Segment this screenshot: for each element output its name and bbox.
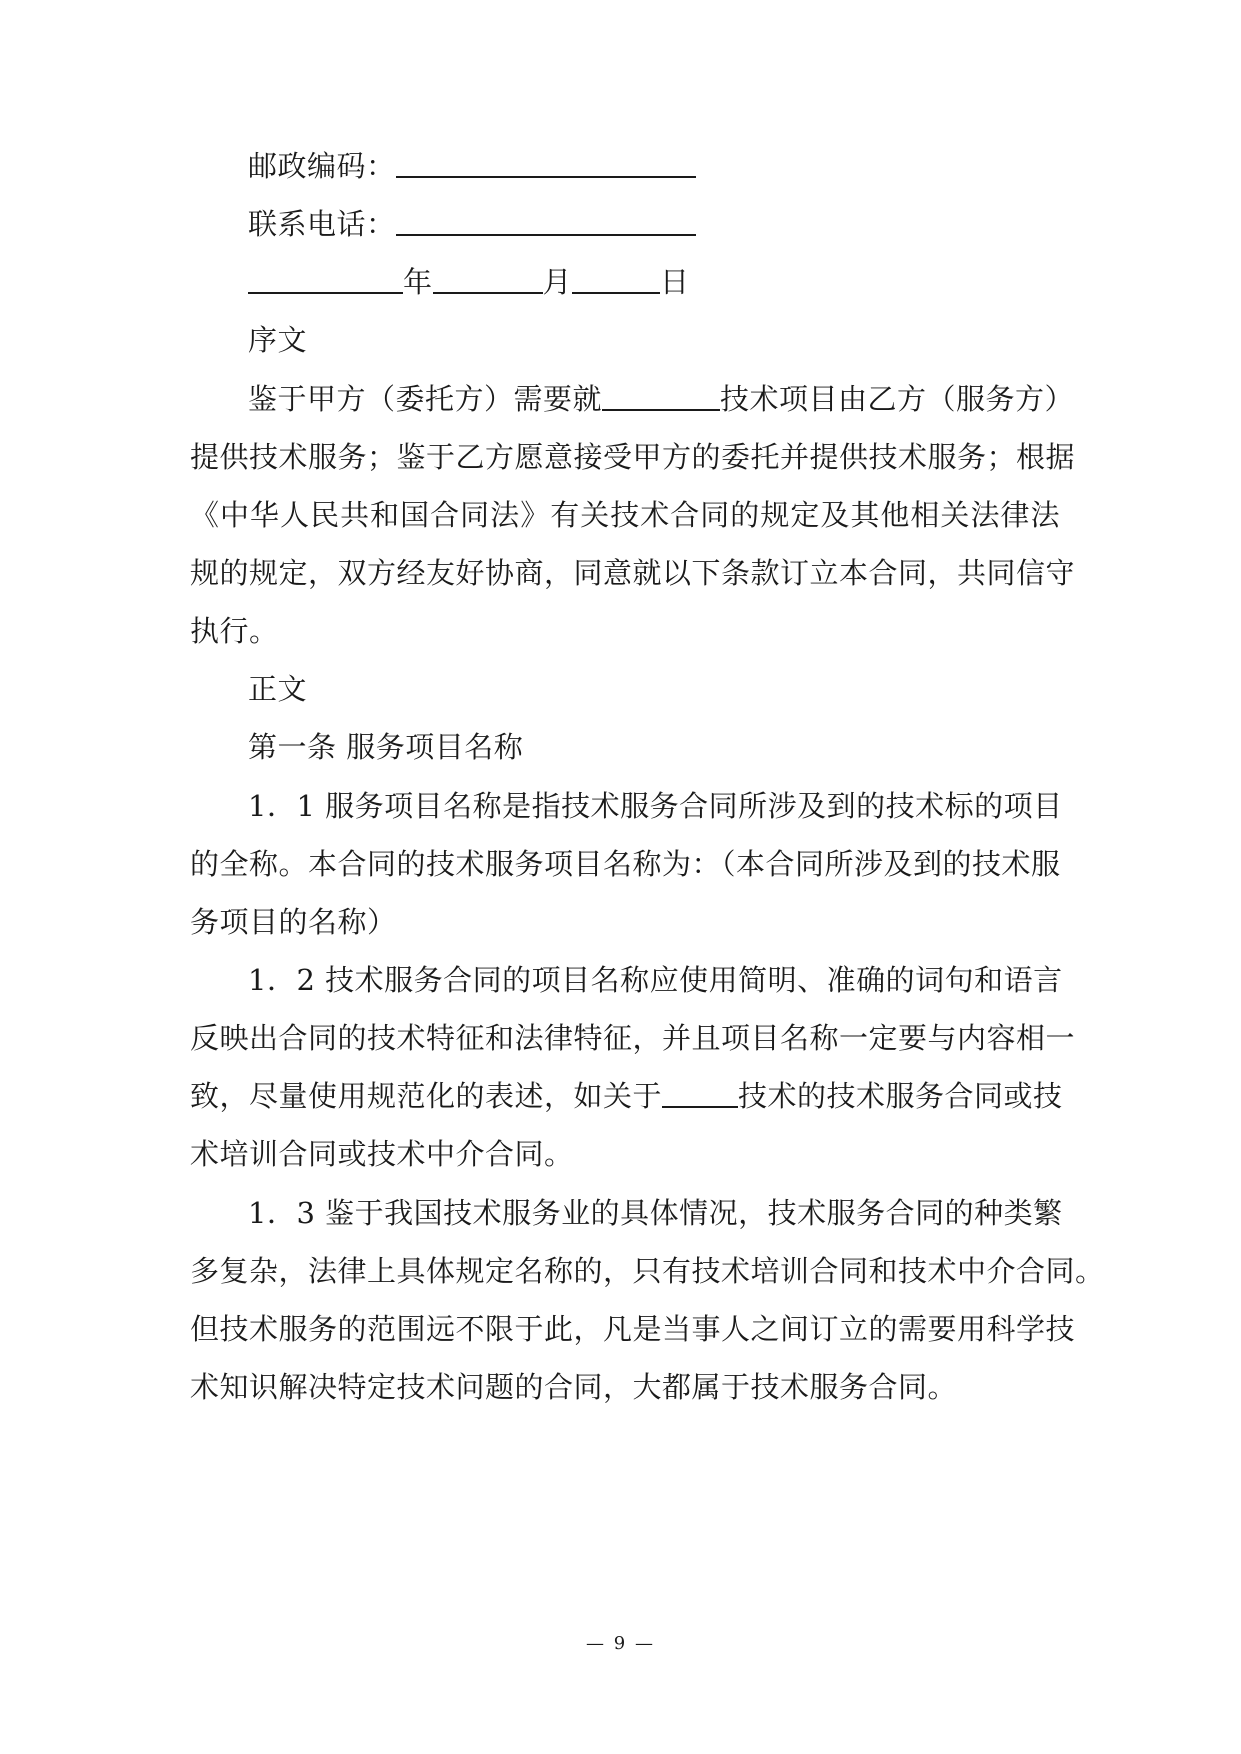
day-blank bbox=[572, 262, 660, 294]
clause-text: 技术的技术服务合同或技 bbox=[738, 1079, 1063, 1113]
preface-heading: 序文 bbox=[248, 323, 308, 357]
clause-1-2-line-3 bbox=[190, 1076, 1063, 1116]
postcode-blank bbox=[396, 146, 696, 178]
month-label: 月 bbox=[542, 265, 573, 299]
preface-line-4: 规的规定，双方经友好协商，同意就以下条款订立本合同，共同信守 bbox=[190, 556, 1076, 590]
clause-text: 致，尽量使用规范化的表述，如关于 bbox=[190, 1079, 663, 1113]
project-blank bbox=[602, 379, 720, 411]
phone-label: 联系电话： bbox=[248, 207, 396, 241]
preface-line-2: 提供技术服务；鉴于乙方愿意接受甲方的委托并提供技术服务；根据 bbox=[190, 440, 1076, 474]
clause-1-1-line-3: 务项目的名称） bbox=[190, 905, 397, 939]
body-heading: 正文 bbox=[248, 672, 308, 706]
clause-1-3-line-4: 术知识解决特定技术问题的合同，大都属于技术服务合同。 bbox=[190, 1370, 958, 1404]
date-line bbox=[248, 262, 1118, 302]
preface-text: 技术项目由乙方（服务方） bbox=[720, 382, 1075, 416]
preface-line-1 bbox=[248, 379, 1075, 419]
preface-line-5: 执行。 bbox=[190, 614, 279, 648]
clause-1-1-line-1: 1．1 服务项目名称是指技术服务合同所涉及到的技术标的项目 bbox=[248, 789, 1063, 823]
preface-text: 鉴于甲方（委托方）需要就 bbox=[248, 382, 603, 416]
year-label: 年 bbox=[403, 265, 433, 299]
article-1-title: 第一条 服务项目名称 bbox=[248, 730, 524, 764]
clause-1-3-line-1: 1．3 鉴于我国技术服务业的具体情况，技术服务合同的种类繁 bbox=[248, 1196, 1063, 1230]
phone-line bbox=[248, 204, 1118, 244]
clause-1-3-line-2: 多复杂，法律上具体规定名称的，只有技术培训合同和技术中介合同。 bbox=[190, 1254, 1105, 1288]
technology-blank bbox=[662, 1076, 738, 1108]
page-number: — 9 — bbox=[586, 1633, 655, 1654]
clause-1-3-line-3: 但技术服务的范围远不限于此，凡是当事人之间订立的需要用科学技 bbox=[190, 1312, 1076, 1346]
clause-1-2-line-1: 1．2 技术服务合同的项目名称应使用简明、准确的词句和语言 bbox=[248, 963, 1063, 997]
day-label: 日 bbox=[660, 265, 690, 299]
postcode-label: 邮政编码： bbox=[248, 149, 396, 183]
clause-1-2-line-4: 术培训合同或技术中介合同。 bbox=[190, 1137, 574, 1171]
year-blank bbox=[248, 262, 403, 294]
clause-1-1-line-2: 的全称。本合同的技术服务项目名称为：（本合同所涉及到的技术服 bbox=[190, 847, 1061, 881]
clause-1-2-line-2: 反映出合同的技术特征和法律特征，并且项目名称一定要与内容相一 bbox=[190, 1021, 1076, 1055]
preface-line-3: 《中华人民共和国合同法》有关技术合同的规定及其他相关法律法 bbox=[190, 498, 1060, 532]
phone-blank bbox=[396, 204, 696, 236]
postcode-line bbox=[248, 146, 1118, 186]
month-blank bbox=[433, 262, 543, 294]
